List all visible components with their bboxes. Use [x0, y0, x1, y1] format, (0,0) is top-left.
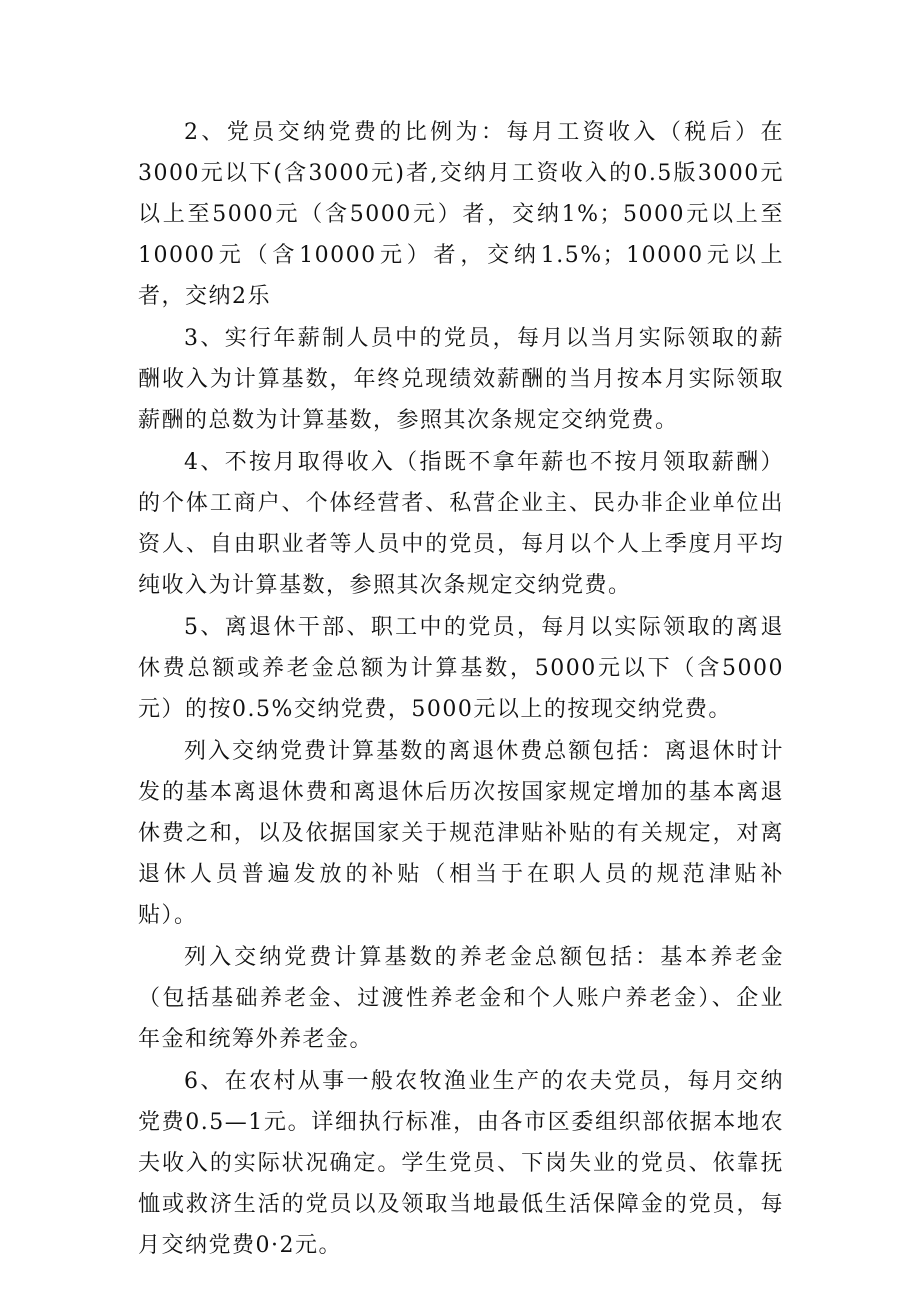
paragraph-annual-salary-members: 3、实行年薪制人员中的党员，每月以当月实际领取的薪酬收入为计算基数，年终兑现绩效薪酬的当月按本月实际领取薪酬的总数为计算基数，参照其次条规定交纳党费。 — [138, 326, 784, 433]
paragraph-pension-base: 列入交纳党费计算基数的养老金总额包括：基本养老金（包括基础养老金、过渡性养老金和个人账户养老金）、企业年金和统筹外养老金。 — [138, 945, 784, 1052]
paragraph-irregular-income-members: 4、不按月取得收入（指既不拿年薪也不按月领取薪酬）的个体工商户、个体经营者、私营企业主、民办非企业单位出资人、自由职业者等人员中的党员，每月以个人上季度月平均纯收入为计算基数，参照其次条规定交纳党费。 — [138, 450, 784, 598]
paragraph-retirement-pay-base: 列入交纳党费计算基数的离退休费总额包括：离退休时计发的基本离退休费和离退休后历次按国家规定增加的基本离退休费之和，以及依据国家关于规范津贴补贴的有关规定，对离退休人员普遍发放的补贴（相当于在职人员的规范津贴补贴）。 — [138, 739, 784, 928]
paragraph-party-fee-ratio: 2、党员交纳党费的比例为：每月工资收入（税后）在3000元以下(含3000元)者,交纳月工资收入的0.5版3000元以上至5000元（含5000元）者，交纳1%；5000元以上至10000元（含10000元）者，交纳1.5%；10000元以上者，交纳2乐 — [138, 120, 784, 309]
paragraph-rural-and-other-members: 6、在农村从事一般农牧渔业生产的农夫党员，每月交纳党费0.5—1元。详细执行标准，由各市区委组织部依据本地农夫收入的实际状况确定。学生党员、下岗失业的党员、依靠抚恤或救济生活的党员以及领取当地最低生活保障金的党员，每月交纳党费0·2元。 — [138, 1069, 784, 1258]
paragraph-retired-members: 5、离退休干部、职工中的党员，每月以实际领取的离退休费总额或养老金总额为计算基数，5000元以下（含5000元）的按0.5%交纳党费，5000元以上的按现交纳党费。 — [138, 615, 784, 722]
document-page — [138, 112, 784, 1266]
